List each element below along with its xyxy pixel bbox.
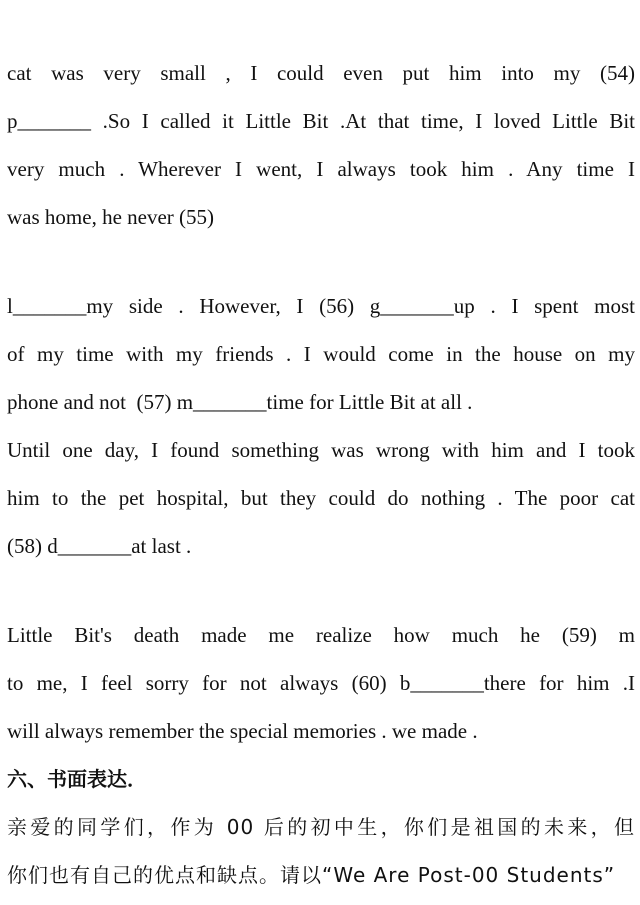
passage-line: phone and not (57) m_______time for Little Bit at all .: [7, 390, 473, 414]
writing-prompt-line: 你们也有自己的优点和缺点。请以“We Are Post-00 Students”: [7, 863, 616, 887]
passage-line: Little Bit's death made me realize how much he (59) m: [7, 623, 635, 647]
passage-line: to me, I feel sorry for not always (60) b_______there for him .I: [7, 671, 635, 695]
passage-line: him to the pet hospital, but they could do nothing . The poor cat: [7, 486, 635, 510]
passage-line: cat was very small , I could even put him into my (54): [7, 61, 635, 85]
passage-line: was home, he never (55): [7, 205, 215, 229]
passage-line: p_______ .So I called it Little Bit .At that time, I loved Little Bit: [7, 109, 635, 133]
passage-line: will always remember the special memories . we made .: [7, 719, 478, 743]
section-heading: 六、书面表达．: [7, 767, 147, 791]
passage-line: l_______my side . However, I (56) g_______up . I spent most: [7, 294, 635, 318]
passage-line: Until one day, I found something was wrong with him and I took: [7, 438, 635, 462]
passage-line: very much . Wherever I went, I always took him . Any time I: [7, 157, 635, 181]
writing-prompt-line: 亲爱的同学们，作为 00 后的初中生，你们是祖国的未来，但: [7, 815, 635, 839]
passage-line: (58) d_______at last .: [7, 534, 192, 558]
passage-line: of my time with my friends . I would come in the house on my: [7, 342, 635, 366]
